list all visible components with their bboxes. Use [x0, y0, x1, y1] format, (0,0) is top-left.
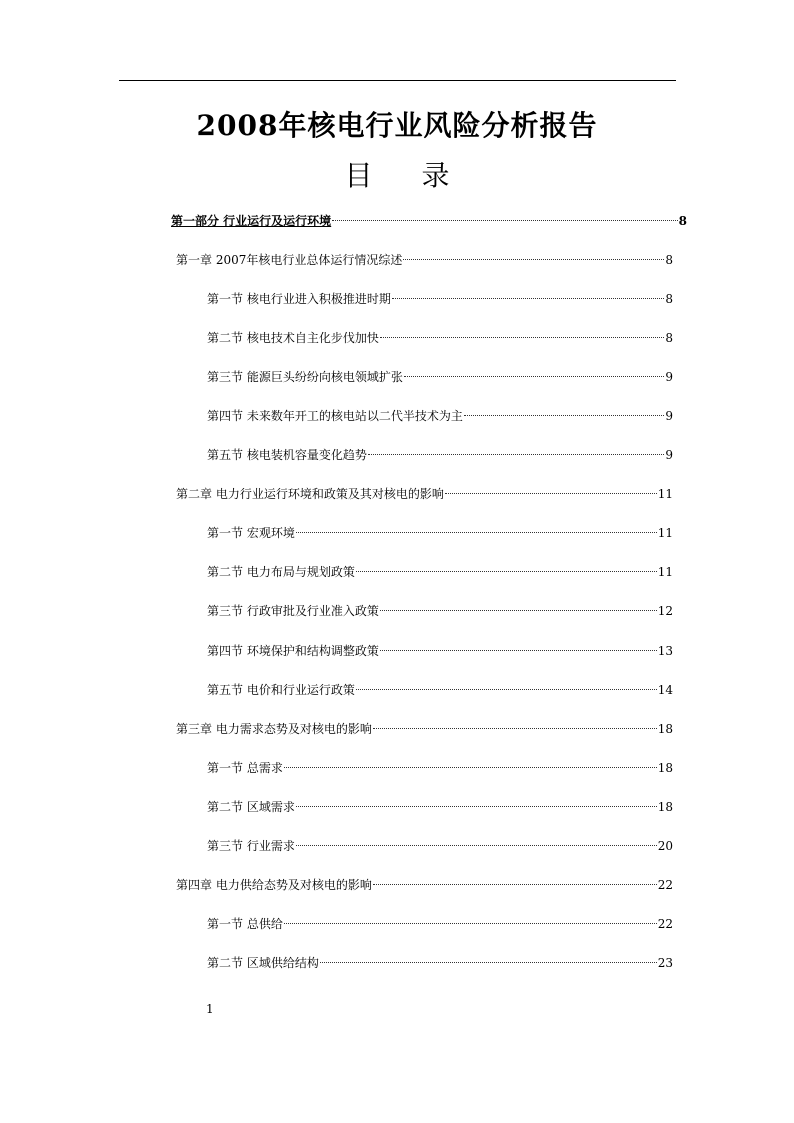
- toc-entry-label: 第一节 总供给: [207, 917, 283, 931]
- toc-entry-section[interactable]: [207, 289, 673, 309]
- toc-entry-label: 第三节 行业需求: [207, 839, 295, 853]
- toc-leader-dots: [464, 415, 665, 416]
- toc-entry-chapter[interactable]: [176, 875, 673, 895]
- toc-entry-page: 9: [665, 409, 673, 423]
- toc-entry-section[interactable]: [207, 953, 673, 973]
- toc-entry-page: 8: [665, 253, 673, 267]
- toc-entry-page: 18: [657, 722, 673, 736]
- toc-entry-label: 第五节 电价和行业运行政策: [207, 683, 355, 697]
- toc-leader-dots: [284, 767, 657, 768]
- toc-entry-page: 18: [657, 761, 673, 775]
- page-number: 1: [206, 1002, 214, 1016]
- toc-leader-dots: [380, 337, 665, 338]
- toc-entry-chapter[interactable]: [176, 719, 673, 739]
- document-title: 2008年核电行业风险分析报告: [196, 109, 598, 142]
- toc-entry-page: 11: [657, 487, 673, 501]
- toc-entry-page: 18: [657, 800, 673, 814]
- toc-entry-section[interactable]: [207, 680, 673, 700]
- toc-entry-section[interactable]: [207, 914, 673, 934]
- toc-entry-section[interactable]: [207, 328, 673, 348]
- toc-entry-page: 11: [657, 565, 673, 579]
- toc-entry-page: 14: [657, 683, 673, 697]
- toc-leader-dots: [284, 923, 657, 924]
- toc-entry-page: 20: [657, 839, 673, 853]
- toc-entry-page: 9: [665, 370, 673, 384]
- toc-leader-dots: [373, 728, 657, 729]
- toc-leader-dots: [296, 532, 657, 533]
- toc-entry-page: 11: [657, 526, 673, 540]
- toc-entry-chapter[interactable]: [176, 484, 673, 504]
- toc-entry-page: 9: [665, 448, 673, 462]
- toc-entry-label: 第一章 2007年核电行业总体运行情况综述: [176, 253, 403, 267]
- toc-leader-dots: [380, 610, 657, 611]
- toc-leader-dots: [403, 259, 664, 260]
- toc-entry-section[interactable]: [207, 797, 673, 817]
- toc-entry-page: 12: [657, 604, 673, 618]
- toc-entry-label: 第一节 总需求: [207, 761, 283, 775]
- toc-entry-label: 第三节 行政审批及行业准入政策: [207, 604, 379, 618]
- toc-entry-section[interactable]: [207, 836, 673, 856]
- toc-leader-dots: [445, 493, 657, 494]
- toc-entry-section[interactable]: [207, 523, 673, 543]
- toc-entry-label: 第一节 核电行业进入积极推进时期: [207, 292, 391, 306]
- toc-entry-label: 第四节 未来数年开工的核电站以二代半技术为主: [207, 409, 463, 423]
- toc-entry-label: 第二节 区域需求: [207, 800, 295, 814]
- toc-leader-dots: [368, 454, 665, 455]
- toc-leader-dots: [356, 689, 657, 690]
- toc-entry-part[interactable]: [171, 211, 687, 231]
- toc-entry-page: 8: [665, 292, 673, 306]
- toc-entry-label: 第二节 核电技术自主化步伐加快: [207, 331, 379, 345]
- toc-entry-page: 8: [665, 331, 673, 345]
- toc-entry-chapter[interactable]: [176, 250, 673, 270]
- toc-entry-section[interactable]: [207, 445, 673, 465]
- toc-entry-label: 第二节 电力布局与规划政策: [207, 565, 355, 579]
- toc-leader-dots: [332, 220, 677, 221]
- toc-entry-section[interactable]: [207, 758, 673, 778]
- toc-leader-dots: [296, 845, 657, 846]
- toc-entry-label: 第三节 能源巨头纷纷向核电领域扩张: [207, 370, 403, 384]
- toc-entry-label: 第三章 电力需求态势及对核电的影响: [176, 722, 372, 736]
- toc-entry-label: 第二节 区域供给结构: [207, 956, 319, 970]
- toc-leader-dots: [296, 806, 657, 807]
- toc-entry-page: 13: [657, 644, 673, 658]
- toc-entry-label: 第四节 环境保护和结构调整政策: [207, 644, 379, 658]
- toc-entry-page: 22: [657, 878, 673, 892]
- toc-leader-dots: [404, 376, 665, 377]
- toc-leader-dots: [392, 298, 665, 299]
- toc-entry-page: 23: [657, 956, 673, 970]
- toc-entry-label: 第五节 核电装机容量变化趋势: [207, 448, 367, 462]
- toc-entry-page: 22: [657, 917, 673, 931]
- toc-entry-label: 第二章 电力行业运行环境和政策及其对核电的影响: [176, 487, 444, 501]
- toc-leader-dots: [320, 962, 657, 963]
- toc-entry-label: 第一部分 行业运行及运行环境: [171, 214, 332, 228]
- toc-entry-section[interactable]: [207, 406, 673, 426]
- toc-leader-dots: [373, 884, 657, 885]
- toc-leader-dots: [356, 571, 657, 572]
- toc-entry-page: 8: [678, 214, 687, 228]
- toc-entry-label: 第四章 电力供给态势及对核电的影响: [176, 878, 372, 892]
- toc-leader-dots: [380, 650, 657, 651]
- toc-entry-section[interactable]: [207, 562, 673, 582]
- toc-entry-label: 第一节 宏观环境: [207, 526, 295, 540]
- toc-entry-section[interactable]: [207, 367, 673, 387]
- toc-heading: 目 录: [344, 159, 470, 192]
- toc-entry-section[interactable]: [207, 641, 673, 661]
- toc-entry-section[interactable]: [207, 601, 673, 621]
